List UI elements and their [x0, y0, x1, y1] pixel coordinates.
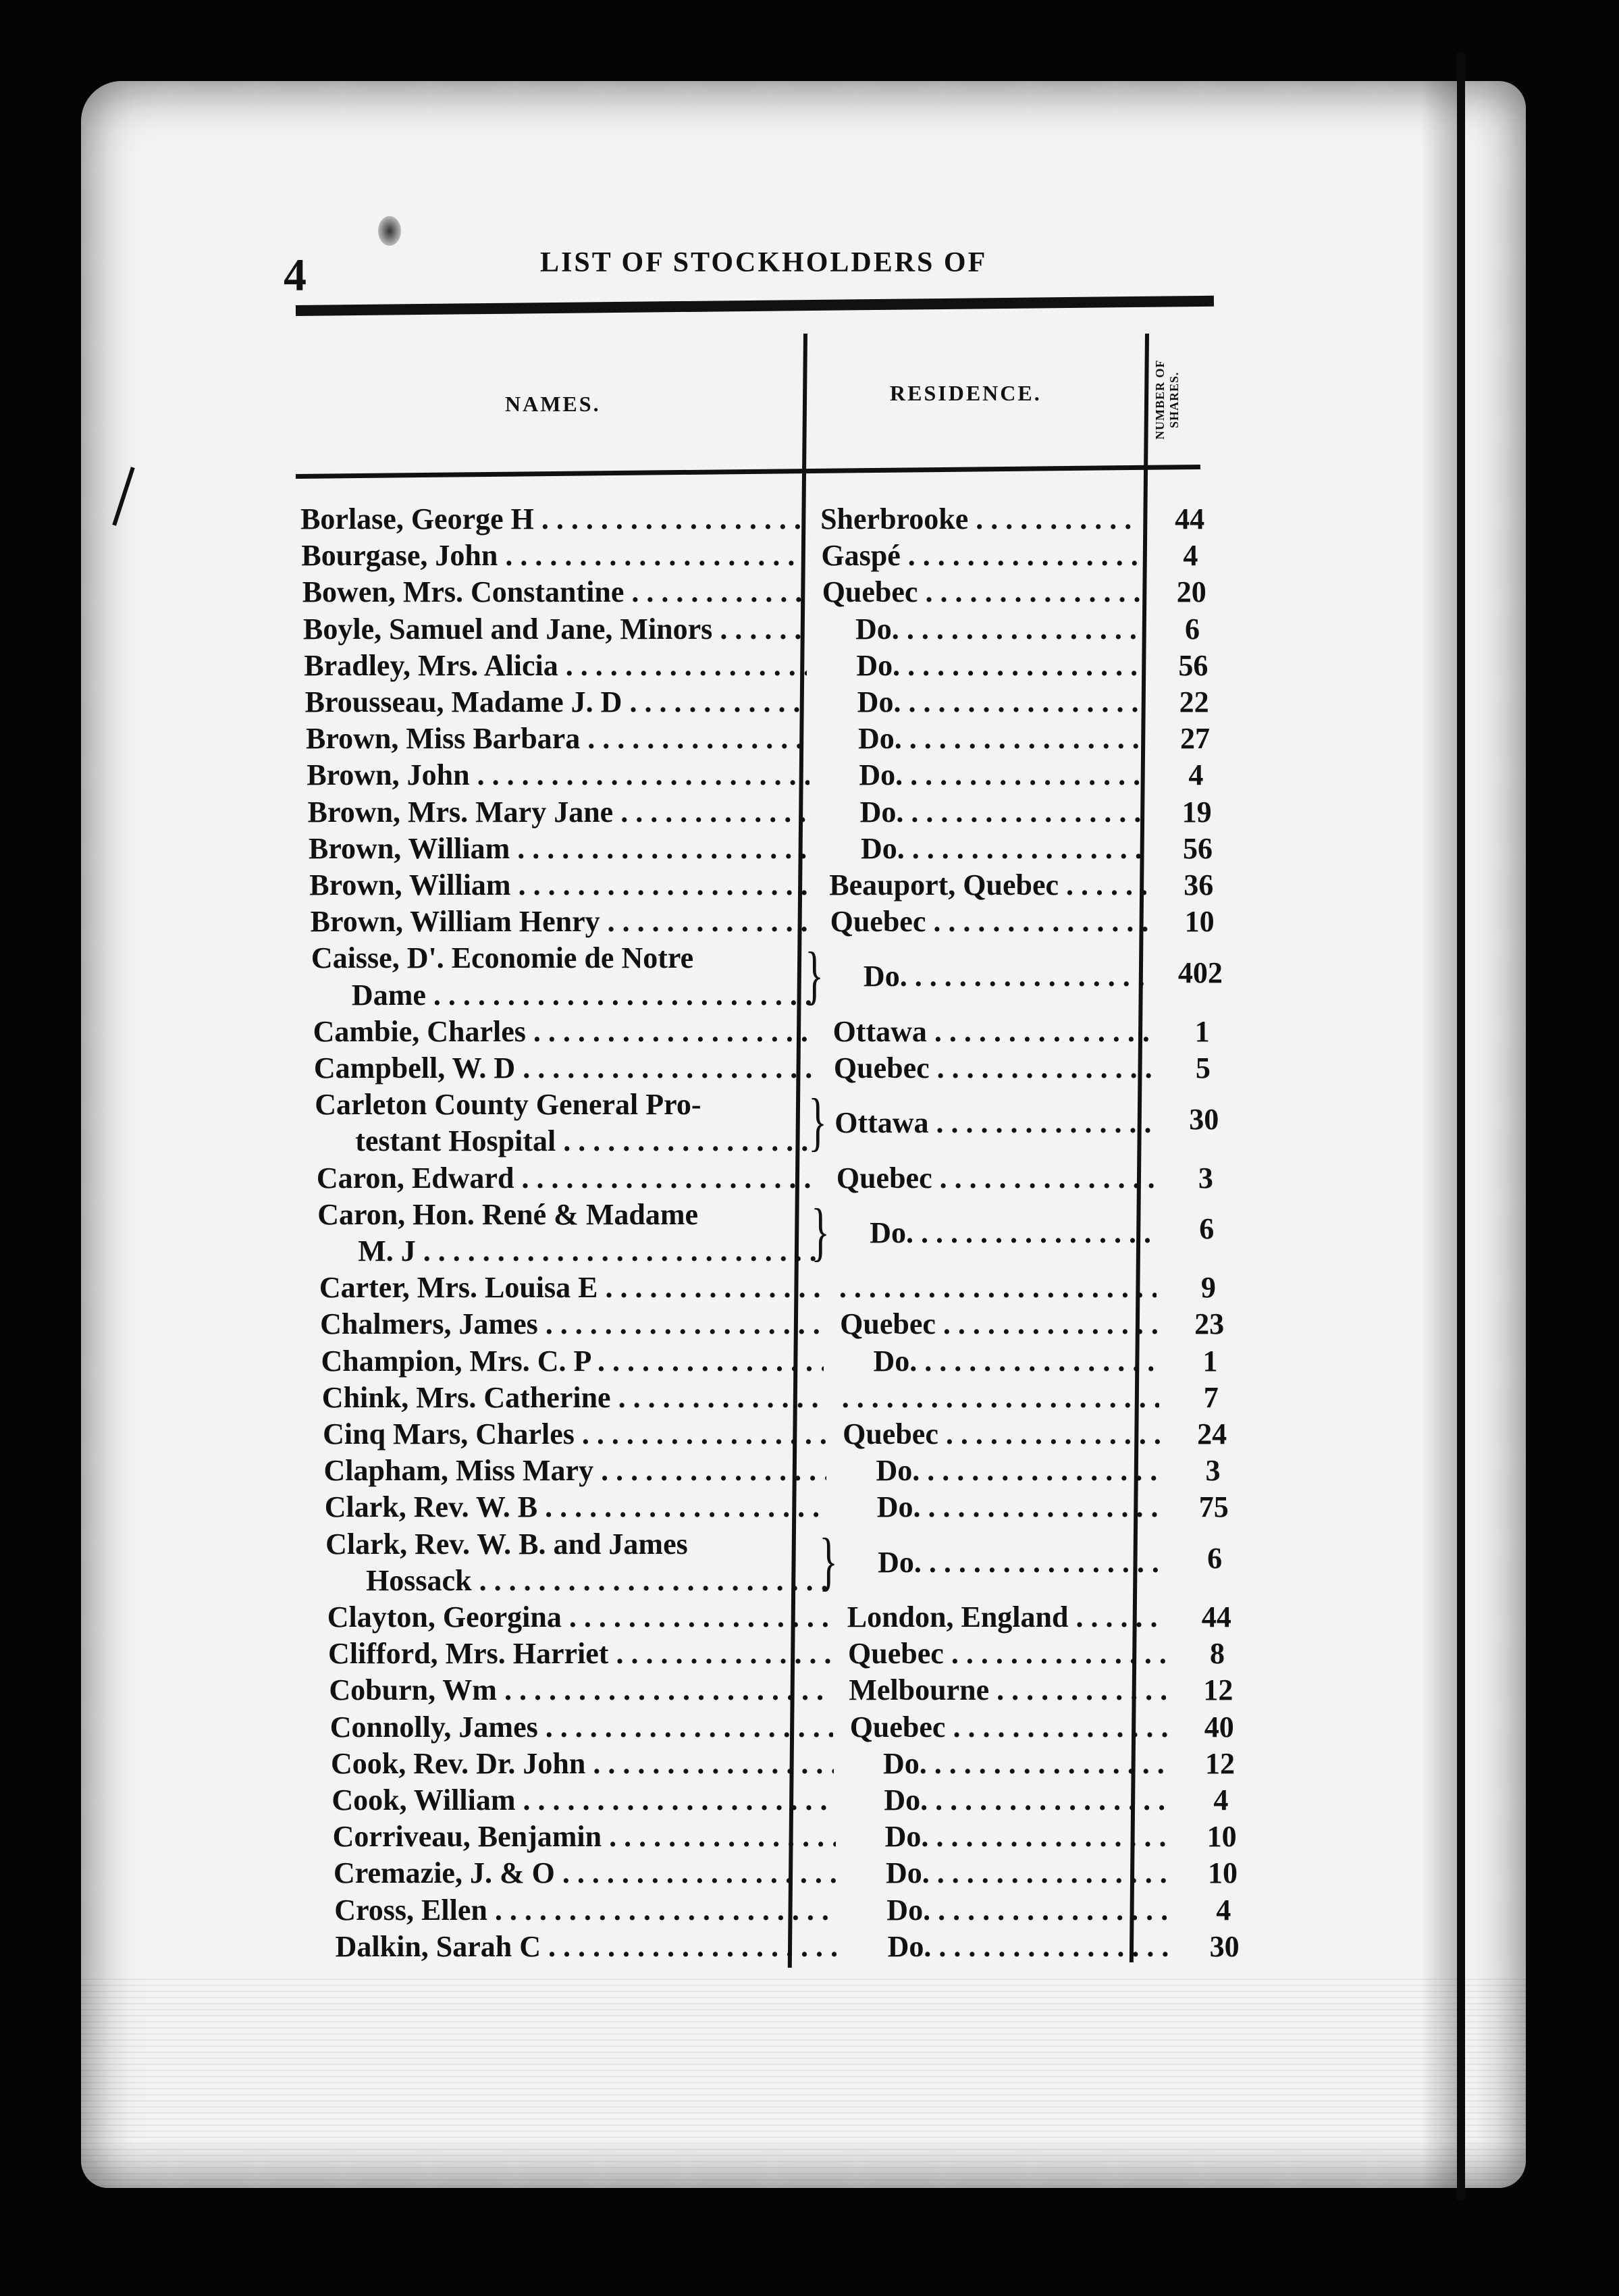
stockholder-name: Caron, Edward . . . [317, 1160, 820, 1197]
stockholder-residence: Do. . . . [853, 1819, 1170, 1855]
stockholder-residence: Quebec . . . [848, 1636, 1165, 1672]
stockholder-residence: Do. . . . [855, 1929, 1173, 1965]
stockholder-name: Bowen, Mrs. Constantine . . . [302, 574, 805, 610]
stockholder-residence: Quebec . . . [850, 1709, 1167, 1746]
stockholder-name: Brown, William Henry . . . [311, 904, 814, 940]
scan-streaks [81, 1979, 1526, 2188]
ink-blot [378, 216, 401, 246]
stockholder-residence: Do. . . . [845, 1489, 1162, 1525]
stockholder-shares: 4 [1216, 1893, 1231, 1927]
table-row [309, 867, 1254, 904]
header-residence: RESIDENCE. [890, 381, 1042, 405]
stockholder-name: Brousseau, Madame J. D . . . [305, 684, 808, 721]
stockholder-shares: 4 [1213, 1783, 1229, 1817]
stockholder-residence: Do. . . . [853, 1855, 1171, 1891]
table-row [301, 538, 1246, 574]
stockholder-name: Corriveau, Benjamin . . . [333, 1819, 836, 1855]
stockholder-name: Bradley, Mrs. Alicia . . . [304, 648, 807, 684]
page-gutter-shadow [1421, 53, 1458, 2200]
stockholder-shares: 22 [1179, 685, 1209, 719]
brace-glyph: } [805, 939, 824, 1012]
table-row [317, 1160, 1262, 1197]
table-row [329, 1672, 1274, 1708]
stockholder-residence: Quebec . . . [822, 574, 1140, 610]
stockholder-name: Chink, Mrs. Catherine . . . [322, 1380, 825, 1416]
stockholder-name: Clapham, Miss Mary . . . [323, 1453, 826, 1489]
running-head: LIST OF STOCKHOLDERS OF [540, 247, 988, 278]
table-row [305, 684, 1250, 721]
table-row [314, 1050, 1259, 1087]
stockholder-residence: Quebec . . . [840, 1306, 1157, 1342]
stockholder-shares: 10 [1207, 1856, 1238, 1890]
brace-glyph: } [808, 1085, 828, 1158]
table-row [303, 611, 1248, 648]
stockholder-name: Bourgase, John . . . [301, 538, 804, 574]
stockholder-shares: 27 [1180, 722, 1210, 756]
stockholder-residence: Sherbrooke . . . [820, 501, 1138, 538]
stockholder-table [296, 305, 1240, 1966]
stockholder-name: Caron, Hon. René & Madame [317, 1197, 699, 1231]
table-row [325, 1526, 1271, 1599]
table-row [334, 1892, 1279, 1929]
stockholder-shares: 10 [1184, 905, 1215, 939]
stockholder-residence: London, England . . . [847, 1599, 1165, 1636]
stockholder-residence: Do. . . . [828, 831, 1146, 867]
table-row [313, 1014, 1258, 1050]
stockholder-shares: 9 [1200, 1271, 1216, 1305]
stockholder-name-continuation: M. J . . . [317, 1233, 820, 1270]
stockholder-name: Cambie, Charles . . . [313, 1014, 816, 1050]
stockholder-shares: 402 [1177, 956, 1223, 990]
book-spine-line [1457, 53, 1465, 2200]
stockholder-residence [842, 1380, 1159, 1416]
table-row [321, 1343, 1266, 1380]
table-row [320, 1306, 1265, 1342]
stockholder-residence: Do. . . . [843, 1453, 1161, 1489]
stockholder-residence: Do. . . . [845, 1544, 1163, 1581]
table-row [323, 1416, 1268, 1453]
stockholder-shares: 8 [1210, 1637, 1225, 1671]
stockholder-shares: 30 [1209, 1929, 1240, 1963]
table-row [302, 574, 1248, 610]
stockholder-shares: 12 [1205, 1746, 1236, 1780]
table-row [330, 1709, 1275, 1746]
stockholder-name: Clark, Rev. W. B. and James [325, 1527, 688, 1561]
stockholder-residence: Do. . . . [824, 648, 1141, 684]
stockholder-shares: 4 [1188, 758, 1204, 792]
stockholder-shares: 7 [1203, 1380, 1219, 1414]
stockholder-name: Brown, William . . . [309, 831, 812, 867]
header-bottom-rule [296, 465, 1200, 479]
stockholder-name: Cook, William . . . [331, 1782, 834, 1819]
stockholder-name: Clifford, Mrs. Harriet . . . [328, 1636, 831, 1672]
brace-glyph: } [819, 1524, 838, 1597]
stockholder-name: Cinq Mars, Charles . . . [323, 1416, 826, 1453]
table-row [331, 1746, 1276, 1782]
stockholder-name-continuation: testant Hospital . . . [315, 1123, 818, 1159]
table-row [317, 1197, 1263, 1270]
stockholder-name: Caisse, D'. Economie de Notre [311, 941, 694, 975]
stockholder-shares: 5 [1195, 1051, 1211, 1085]
stockholder-name: Cross, Ellen . . . [334, 1892, 837, 1929]
stockholder-shares: 36 [1184, 868, 1214, 902]
stockholder-name: Brown, William . . . [309, 867, 812, 904]
stockholder-name: Clayton, Georgina . . . [327, 1599, 830, 1636]
stockholder-shares: 56 [1178, 648, 1209, 682]
stockholder-residence [839, 1270, 1157, 1306]
stockholder-residence: Do. . . . [854, 1892, 1171, 1929]
stockholder-name: Coburn, Wm . . . [329, 1672, 832, 1708]
stockholder-shares: 40 [1204, 1710, 1234, 1744]
table-row [311, 904, 1256, 940]
stockholder-residence: Do. . . . [851, 1782, 1169, 1819]
stockholder-residence: Do. . . . [828, 794, 1145, 831]
stockholder-residence: Do. . . . [823, 611, 1140, 648]
table-row [334, 1855, 1279, 1891]
header-shares: NUMBER OF SHARES. [1153, 359, 1181, 440]
stockholder-residence: Quebec . . . [843, 1416, 1160, 1453]
table-row [331, 1782, 1277, 1819]
stockholder-residence: Ottawa . . . [833, 1014, 1150, 1050]
stockholder-shares: 75 [1198, 1490, 1229, 1524]
stockholder-shares: 6 [1199, 1212, 1215, 1246]
table-row [306, 721, 1251, 757]
stockholder-name: Champion, Mrs. C. P . . . [321, 1343, 824, 1380]
stockholder-name: Chalmers, James . . . [320, 1306, 823, 1342]
stockholder-shares: 10 [1206, 1820, 1237, 1854]
table-row [304, 648, 1249, 684]
stockholder-name: Dalkin, Sarah C . . . [336, 1929, 839, 1965]
stockholder-name: Cook, Rev. Dr. John . . . [331, 1746, 834, 1782]
stockholder-name: Brown, Mrs. Mary Jane . . . [308, 794, 811, 831]
stockholder-shares: 4 [1183, 539, 1198, 573]
stockholder-name: Cremazie, J. & O . . . [334, 1855, 837, 1891]
stockholder-name: Brown, Miss Barbara . . . [306, 721, 809, 757]
table-row [333, 1819, 1278, 1855]
stockholder-residence: Quebec . . . [830, 904, 1148, 940]
stockholder-name: Carter, Mrs. Louisa E . . . [319, 1270, 822, 1306]
table-row [300, 501, 1246, 538]
table-row [327, 1599, 1273, 1636]
stockholder-residence: Do. . . . [826, 721, 1143, 757]
stockholder-residence: Do. . . . [831, 958, 1148, 995]
stockholder-name: Borlase, George H . . . [300, 501, 803, 538]
table-row [307, 757, 1252, 793]
stockholder-shares: 19 [1182, 795, 1212, 829]
stockholder-shares: 23 [1194, 1307, 1225, 1341]
stockholder-name-continuation: Hossack . . . [325, 1563, 828, 1599]
stockholder-shares: 6 [1207, 1542, 1223, 1575]
stockholder-shares: 24 [1197, 1417, 1227, 1451]
table-row [322, 1380, 1267, 1416]
stockholder-residence: Gaspé . . . [821, 538, 1138, 574]
stockholder-residence: Do. . . . [826, 757, 1144, 793]
table-row [328, 1636, 1273, 1672]
stockholder-shares: 1 [1194, 1014, 1210, 1048]
stockholder-shares: 6 [1185, 612, 1200, 646]
stockholder-shares: 44 [1175, 502, 1205, 536]
stockholder-residence: Ottawa . . . [834, 1105, 1152, 1141]
stockholder-residence: Beauport, Quebec . . . [829, 867, 1146, 904]
stockholder-name: Campbell, W. D . . . [314, 1050, 817, 1087]
table-row [308, 794, 1253, 831]
stockholder-shares: 12 [1203, 1673, 1233, 1707]
stockholder-shares: 56 [1182, 831, 1213, 865]
stockholder-residence: Melbourne . . . [849, 1672, 1166, 1708]
stockholder-shares: 20 [1176, 575, 1206, 609]
stockholder-residence: Do. . . . [841, 1343, 1158, 1380]
stockholder-shares: 44 [1201, 1600, 1231, 1634]
table-row [315, 1087, 1260, 1159]
table-row [309, 831, 1254, 867]
stockholder-shares: 3 [1205, 1454, 1221, 1488]
stockholder-residence: Do. . . . [837, 1215, 1154, 1251]
stockholder-residence: Do. . . . [851, 1746, 1168, 1782]
stockholder-name: Carleton County General Pro- [315, 1088, 701, 1122]
stockholder-residence: Quebec . . . [834, 1050, 1151, 1087]
stockholder-name: Boyle, Samuel and Jane, Minors . . . [303, 611, 806, 648]
stockholder-name: Connolly, James . . . [330, 1709, 833, 1746]
table-row [325, 1489, 1270, 1525]
stockholder-shares: 30 [1189, 1102, 1219, 1136]
stockholder-shares: 1 [1202, 1344, 1218, 1378]
stockholder-name: Brown, John . . . [307, 757, 810, 793]
stockholder-residence: Do. . . . [825, 684, 1142, 721]
stockholder-name: Clark, Rev. W. B . . . [325, 1489, 828, 1525]
page-number: 4 [284, 249, 307, 301]
stockholder-shares: 3 [1198, 1161, 1213, 1195]
brace-glyph: } [811, 1195, 830, 1268]
header-names: NAMES. [505, 392, 601, 416]
stockholder-name-continuation: Dame . . . [311, 977, 814, 1014]
table-row [336, 1929, 1281, 1965]
table-row [311, 940, 1256, 1013]
table-row [319, 1270, 1265, 1306]
stockholder-residence: Quebec . . . [837, 1160, 1154, 1197]
table-row [323, 1453, 1269, 1489]
